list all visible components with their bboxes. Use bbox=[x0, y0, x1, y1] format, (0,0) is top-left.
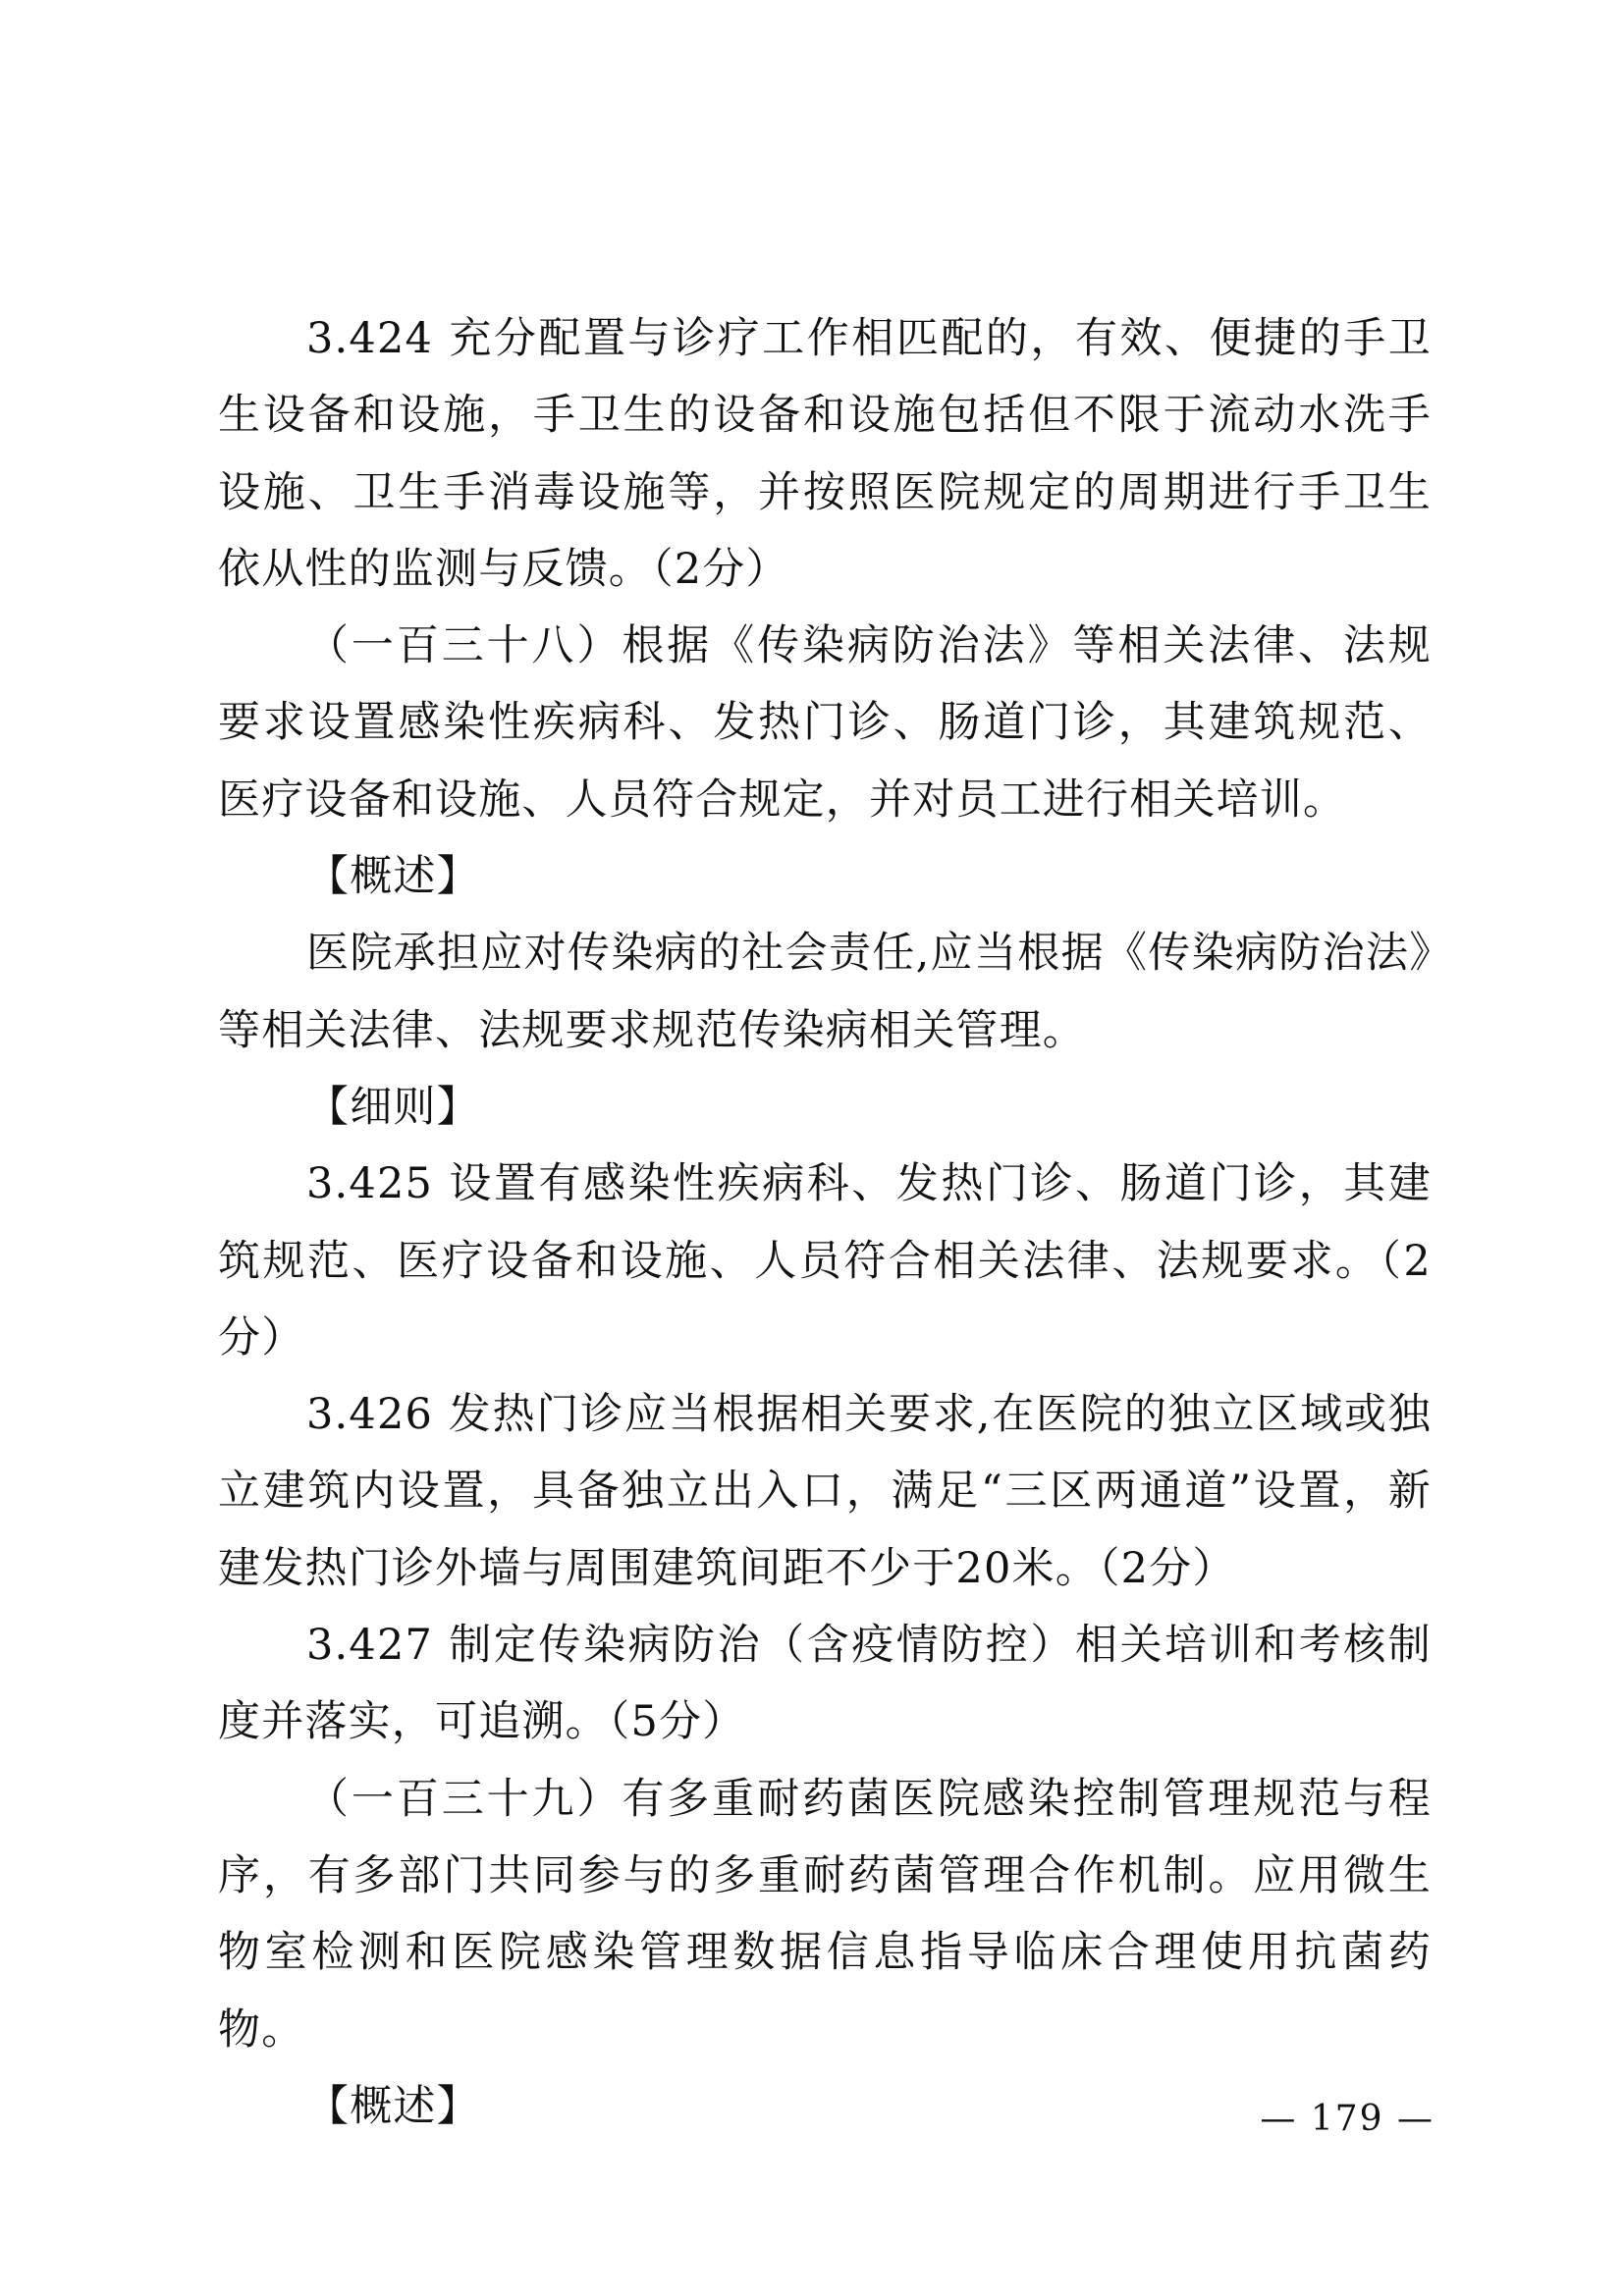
article-139: （一百三十九）有多重耐药菌医院感染控制管理规范与程序，有多部门共同参与的多重耐药菌管理合作机制。应用微生物室检测和医院感染管理数据信息指导临床合理使用抗菌药物。 bbox=[218, 1774, 1432, 2055]
page-number: — 179 — bbox=[1260, 2099, 1435, 2139]
section-heading-overview: 【概述】 bbox=[306, 852, 480, 902]
page-body bbox=[218, 300, 1432, 2145]
section-heading-details: 【细则】 bbox=[306, 1082, 480, 1132]
clause-3-427: 3.427 制定传染病防治（含疫情防控）相关培训和考核制度并落实，可追溯。（5分） bbox=[218, 1621, 1432, 1747]
section-heading-overview-2: 【概述】 bbox=[306, 2081, 480, 2131]
clause-3-426: 3.426 发热门诊应当根据相关要求,在医院的独立区域或独立建筑内设置，具备独立出入口，满足“三区两通道”设置，新建发热门诊外墙与周围建筑间距不少于20米。（2分） bbox=[218, 1390, 1432, 1593]
article-138: （一百三十八）根据《传染病防治法》等相关法律、法规要求设置感染性疾病科、发热门诊、肠道门诊，其建筑规范、医疗设备和设施、人员符合规定，并对员工进行相关培训。 bbox=[218, 621, 1432, 825]
overview-paragraph: 医院承担应对传染病的社会责任,应当根据《传染病防治法》等相关法律、法规要求规范传染病相关管理。 bbox=[218, 929, 1432, 1055]
clause-3-425: 3.425 设置有感染性疾病科、发热门诊、肠道门诊，其建筑规范、医疗设备和设施、人员符合相关法律、法规要求。（2分） bbox=[218, 1159, 1432, 1362]
clause-3-424: 3.424 充分配置与诊疗工作相匹配的，有效、便捷的手卫生设备和设施，手卫生的设备和设施包括但不限于流动水洗手设施、卫生手消毒设施等，并按照医院规定的周期进行手卫生依从性的监测与反馈。（2分） bbox=[218, 314, 1432, 594]
